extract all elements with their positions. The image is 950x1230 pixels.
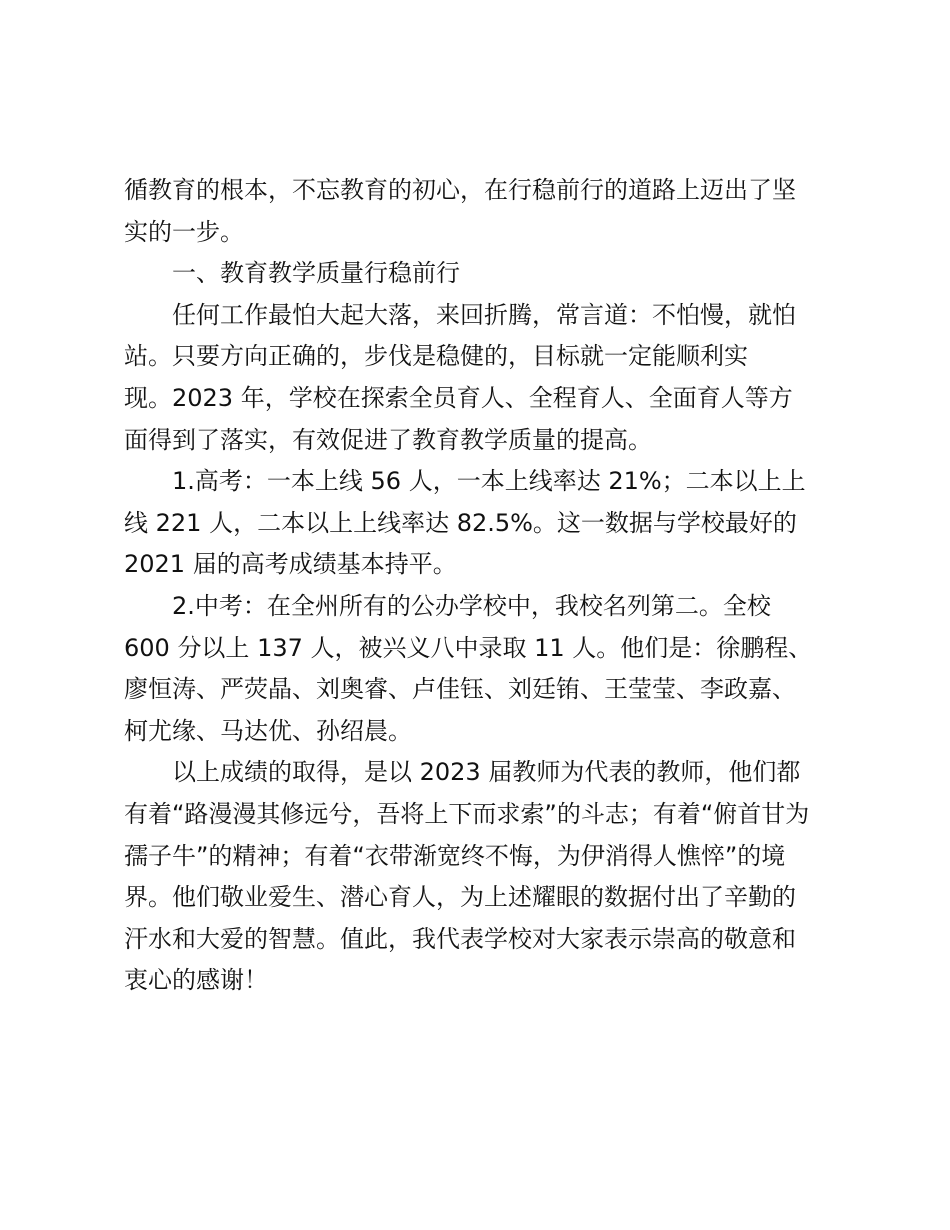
text-line-1: 循教育的根本，不忘教育的初心，在行稳前行的道路上迈出了坚: [124, 176, 796, 204]
section-heading: 一、教育教学质量行稳前行: [172, 259, 460, 288]
text-line-13: 廖恒涛、严荧晶、刘奥睿、卢佳钰、刘廷铕、王莹莹、李政嘉、: [124, 675, 796, 704]
text-line-9: 线 221 人，二本以上上线率达 82.5%。这一数据与学校最好的: [124, 508, 797, 537]
text-line-17: 孺子牛”的精神；有着“衣带渐宽终不悔，为伊消得人憔悴”的境: [124, 841, 786, 870]
text-line-11: 2.中考：在全州所有的公办学校中，我校名列第二。全校: [172, 591, 771, 620]
text-line-12: 600 分以上 137 人，被兴义八中录取 11 人。他们是：徐鹏程、: [124, 633, 813, 662]
text-line-14: 柯尤缘、马达优、孙绍晨。: [124, 716, 412, 745]
text-line-2: 实的一步。: [124, 217, 244, 246]
text-line-16: 有着“路漫漫其修远兮，吾将上下而求索”的斗志；有着“俯首甘为: [124, 799, 810, 828]
text-line-19: 汗水和大爱的智慧。值此，我代表学校对大家表示崇高的敬意和: [124, 924, 796, 953]
text-line-6: 现。2023 年，学校在探索全员育人、全程育人、全面育人等方: [124, 383, 793, 412]
text-line-7: 面得到了落实，有效促进了教育教学质量的提高。: [124, 425, 652, 454]
text-line-20: 衷心的感谢！: [124, 966, 268, 995]
text-line-10: 2021 届的高考成绩基本持平。: [124, 550, 457, 579]
text-line-18: 界。他们敬业爱生、潜心育人，为上述耀眼的数据付出了辛勤的: [124, 883, 796, 912]
text-line-8: 1.高考：一本上线 56 人，一本上线率达 21%；二本以上上: [172, 467, 806, 496]
text-line-15: 以上成绩的取得，是以 2023 届教师为代表的教师，他们都: [172, 758, 801, 787]
body-text: [124, 170, 830, 1002]
text-line-5: 站。只要方向正确的，步伐是稳健的，目标就一定能顺利实: [124, 342, 748, 371]
text-line-4: 任何工作最怕大起大落，来回折腾，常言道：不怕慢，就怕: [172, 300, 796, 329]
